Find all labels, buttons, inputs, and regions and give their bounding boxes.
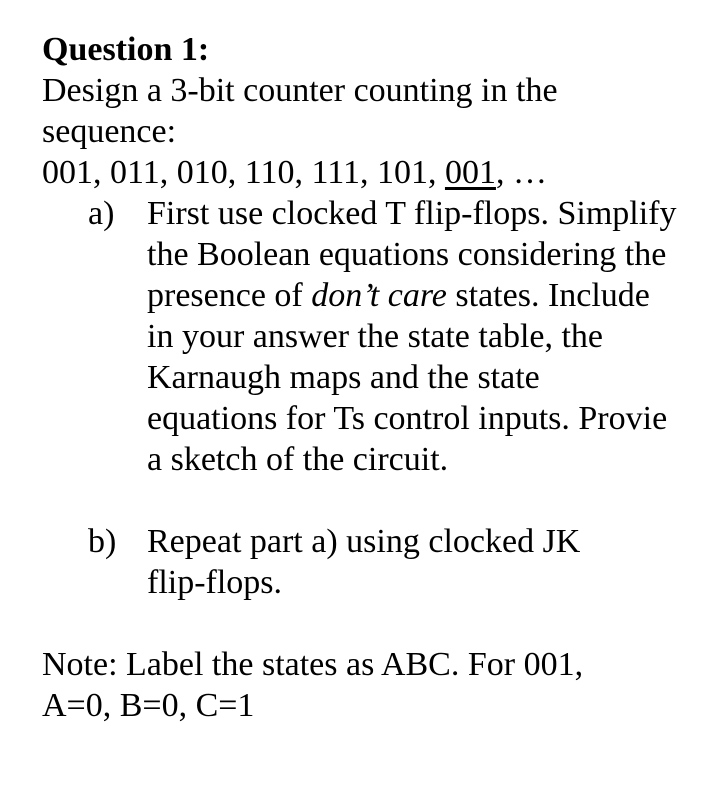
count-sequence xyxy=(42,152,702,193)
sequence-underlined: 001 xyxy=(444,154,496,191)
part-a-italic: don’t care xyxy=(311,277,447,314)
part-a-text-2: states. Include in your answer the state table, the Karnaugh maps and the state equations for Ts control inputs. Provie a sketch of the circuit. xyxy=(147,277,668,478)
question-document xyxy=(42,29,702,726)
note-line-2: A=0, B=0, C=1 xyxy=(42,687,255,724)
question-intro-text: Design a 3-bit counter counting in the sequence: xyxy=(42,72,558,150)
sequence-suffix: , … xyxy=(495,154,547,191)
parts-list xyxy=(42,193,702,603)
part-a xyxy=(42,193,677,480)
part-b-marker: b) xyxy=(88,523,117,560)
question-title: Question 1: xyxy=(42,31,210,68)
question-intro xyxy=(42,70,642,152)
part-b-text: Repeat part a) using clocked JK flip-flops. xyxy=(147,523,581,601)
sequence-prefix: 001, 011, 010, 110, 111, 101, xyxy=(42,154,445,191)
part-a-marker: a) xyxy=(88,195,115,232)
note xyxy=(42,644,702,726)
note-line-1: Note: Label the states as ABC. For 001, xyxy=(42,646,584,683)
part-b xyxy=(42,521,647,603)
part-a-text-1: First use clocked T flip-flops. Simplify the Boolean equations considering the presence of xyxy=(147,195,677,314)
